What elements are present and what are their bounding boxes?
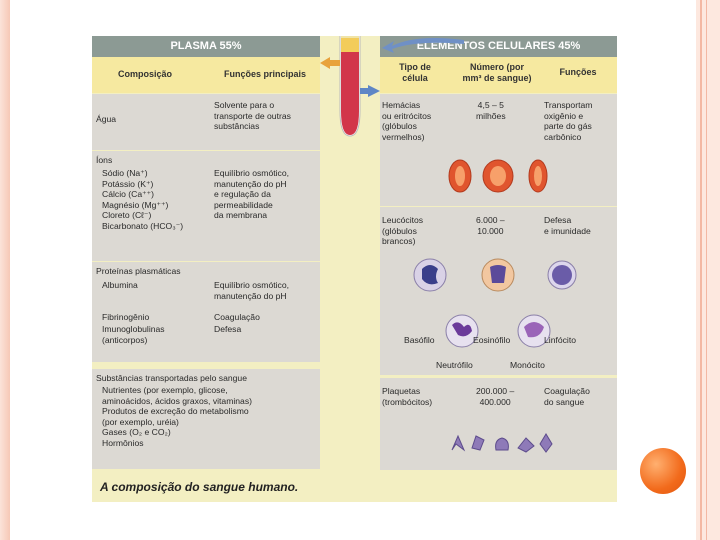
plasma-header: PLASMA 55% — [92, 36, 320, 57]
col-cell-functions: Funções — [559, 67, 597, 77]
ions-items: Sódio (Na⁺) Potássio (K⁺) Cálcio (Ca⁺⁺) Magnésio (Mg⁺⁺) Cloreto (Cℓ⁻) Bicarbonato (HCO₃⁻) — [102, 168, 184, 231]
slide-frame-left — [0, 0, 10, 540]
monocyte-label: Monócito — [510, 360, 545, 370]
ions-title: Íons — [96, 155, 113, 165]
white-cells-name: Leucócitos (glóbulos brancos) — [382, 215, 424, 247]
test-tube-illustration — [320, 36, 380, 146]
plasma-water-row — [92, 94, 320, 150]
red-blood-cells-icon — [442, 158, 562, 194]
cells-header: ELEMENTOS CELULARES 45% — [380, 36, 617, 57]
basophil-label: Basófilo — [404, 335, 435, 345]
fibrinogen: Fibrinogênio — [102, 312, 150, 322]
red-cells-row — [380, 94, 617, 206]
cells-subheader — [380, 57, 617, 93]
transported-items: Nutrientes (por exemplo, glicose, aminoácidos, ácidos graxos, vitaminas) Produtos de excreção do metabolismo (por exemplo, uréia) Gases (O₂ e CO₂) Hormônios — [102, 385, 252, 448]
plasma-transported-row — [92, 369, 320, 469]
col-functions: Funções principais — [223, 69, 307, 79]
neutrophil-label: Neutrófilo — [436, 360, 473, 370]
fibrinogen-function: Coagulação — [214, 312, 260, 322]
eosinophil-label: Eosinófilo — [473, 335, 511, 345]
plasma-proteins-row — [92, 262, 320, 362]
platelets-icon — [446, 430, 556, 456]
blood-composition-figure — [92, 36, 617, 502]
immunoglobulins-function: Defesa — [214, 324, 242, 334]
immunoglobulins: Imunoglobulinas (anticorpos) — [102, 324, 165, 345]
red-cells-function: Transportam oxigênio e parte do gás carbônico — [544, 100, 593, 142]
platelets-number: 200.000 – 400.000 — [476, 386, 515, 407]
white-cells-number: 6.000 – 10.000 — [476, 215, 505, 236]
albumin: Albumina — [102, 280, 138, 290]
ions-function: Equilíbrio osmótico, manutenção do pH e regulação da permeabilidade da membrana — [214, 168, 289, 221]
water-name: Água — [96, 114, 117, 124]
col-composition: Composição — [117, 69, 172, 79]
platelets-row — [380, 378, 617, 470]
red-cells-number: 4,5 – 5 milhões — [476, 100, 506, 121]
col-cell-type: Tipo de célula — [399, 62, 431, 83]
figure-caption: A composição do sangue humano. — [92, 472, 617, 502]
albumin-function: Equilíbrio osmótico, manutenção do pH — [214, 280, 289, 301]
col-number: Número (por mm³ de sangue) — [462, 62, 532, 83]
red-cells-name: Hemácias ou eritrócitos (glóbulos vermelhos) — [382, 100, 432, 142]
white-cells-function: Defesa e imunidade — [544, 215, 591, 236]
white-cells-row — [380, 207, 617, 375]
water-function: Solvente para o transporte de outras substâncias — [214, 100, 291, 132]
slide-frame-right — [696, 0, 720, 540]
arrow-icon — [376, 36, 466, 60]
plasma-subheader — [92, 57, 320, 93]
transported-title: Substâncias transportadas pelo sangue — [96, 373, 247, 383]
platelets-name: Plaquetas (trombócitos) — [382, 386, 433, 407]
lymphocyte-label: Linfócito — [544, 335, 577, 345]
decorative-orange-circle — [640, 448, 686, 494]
proteins-title: Proteínas plasmáticas — [96, 266, 181, 276]
platelets-function: Coagulação do sangue — [544, 386, 590, 407]
plasma-ions-row — [92, 151, 320, 261]
